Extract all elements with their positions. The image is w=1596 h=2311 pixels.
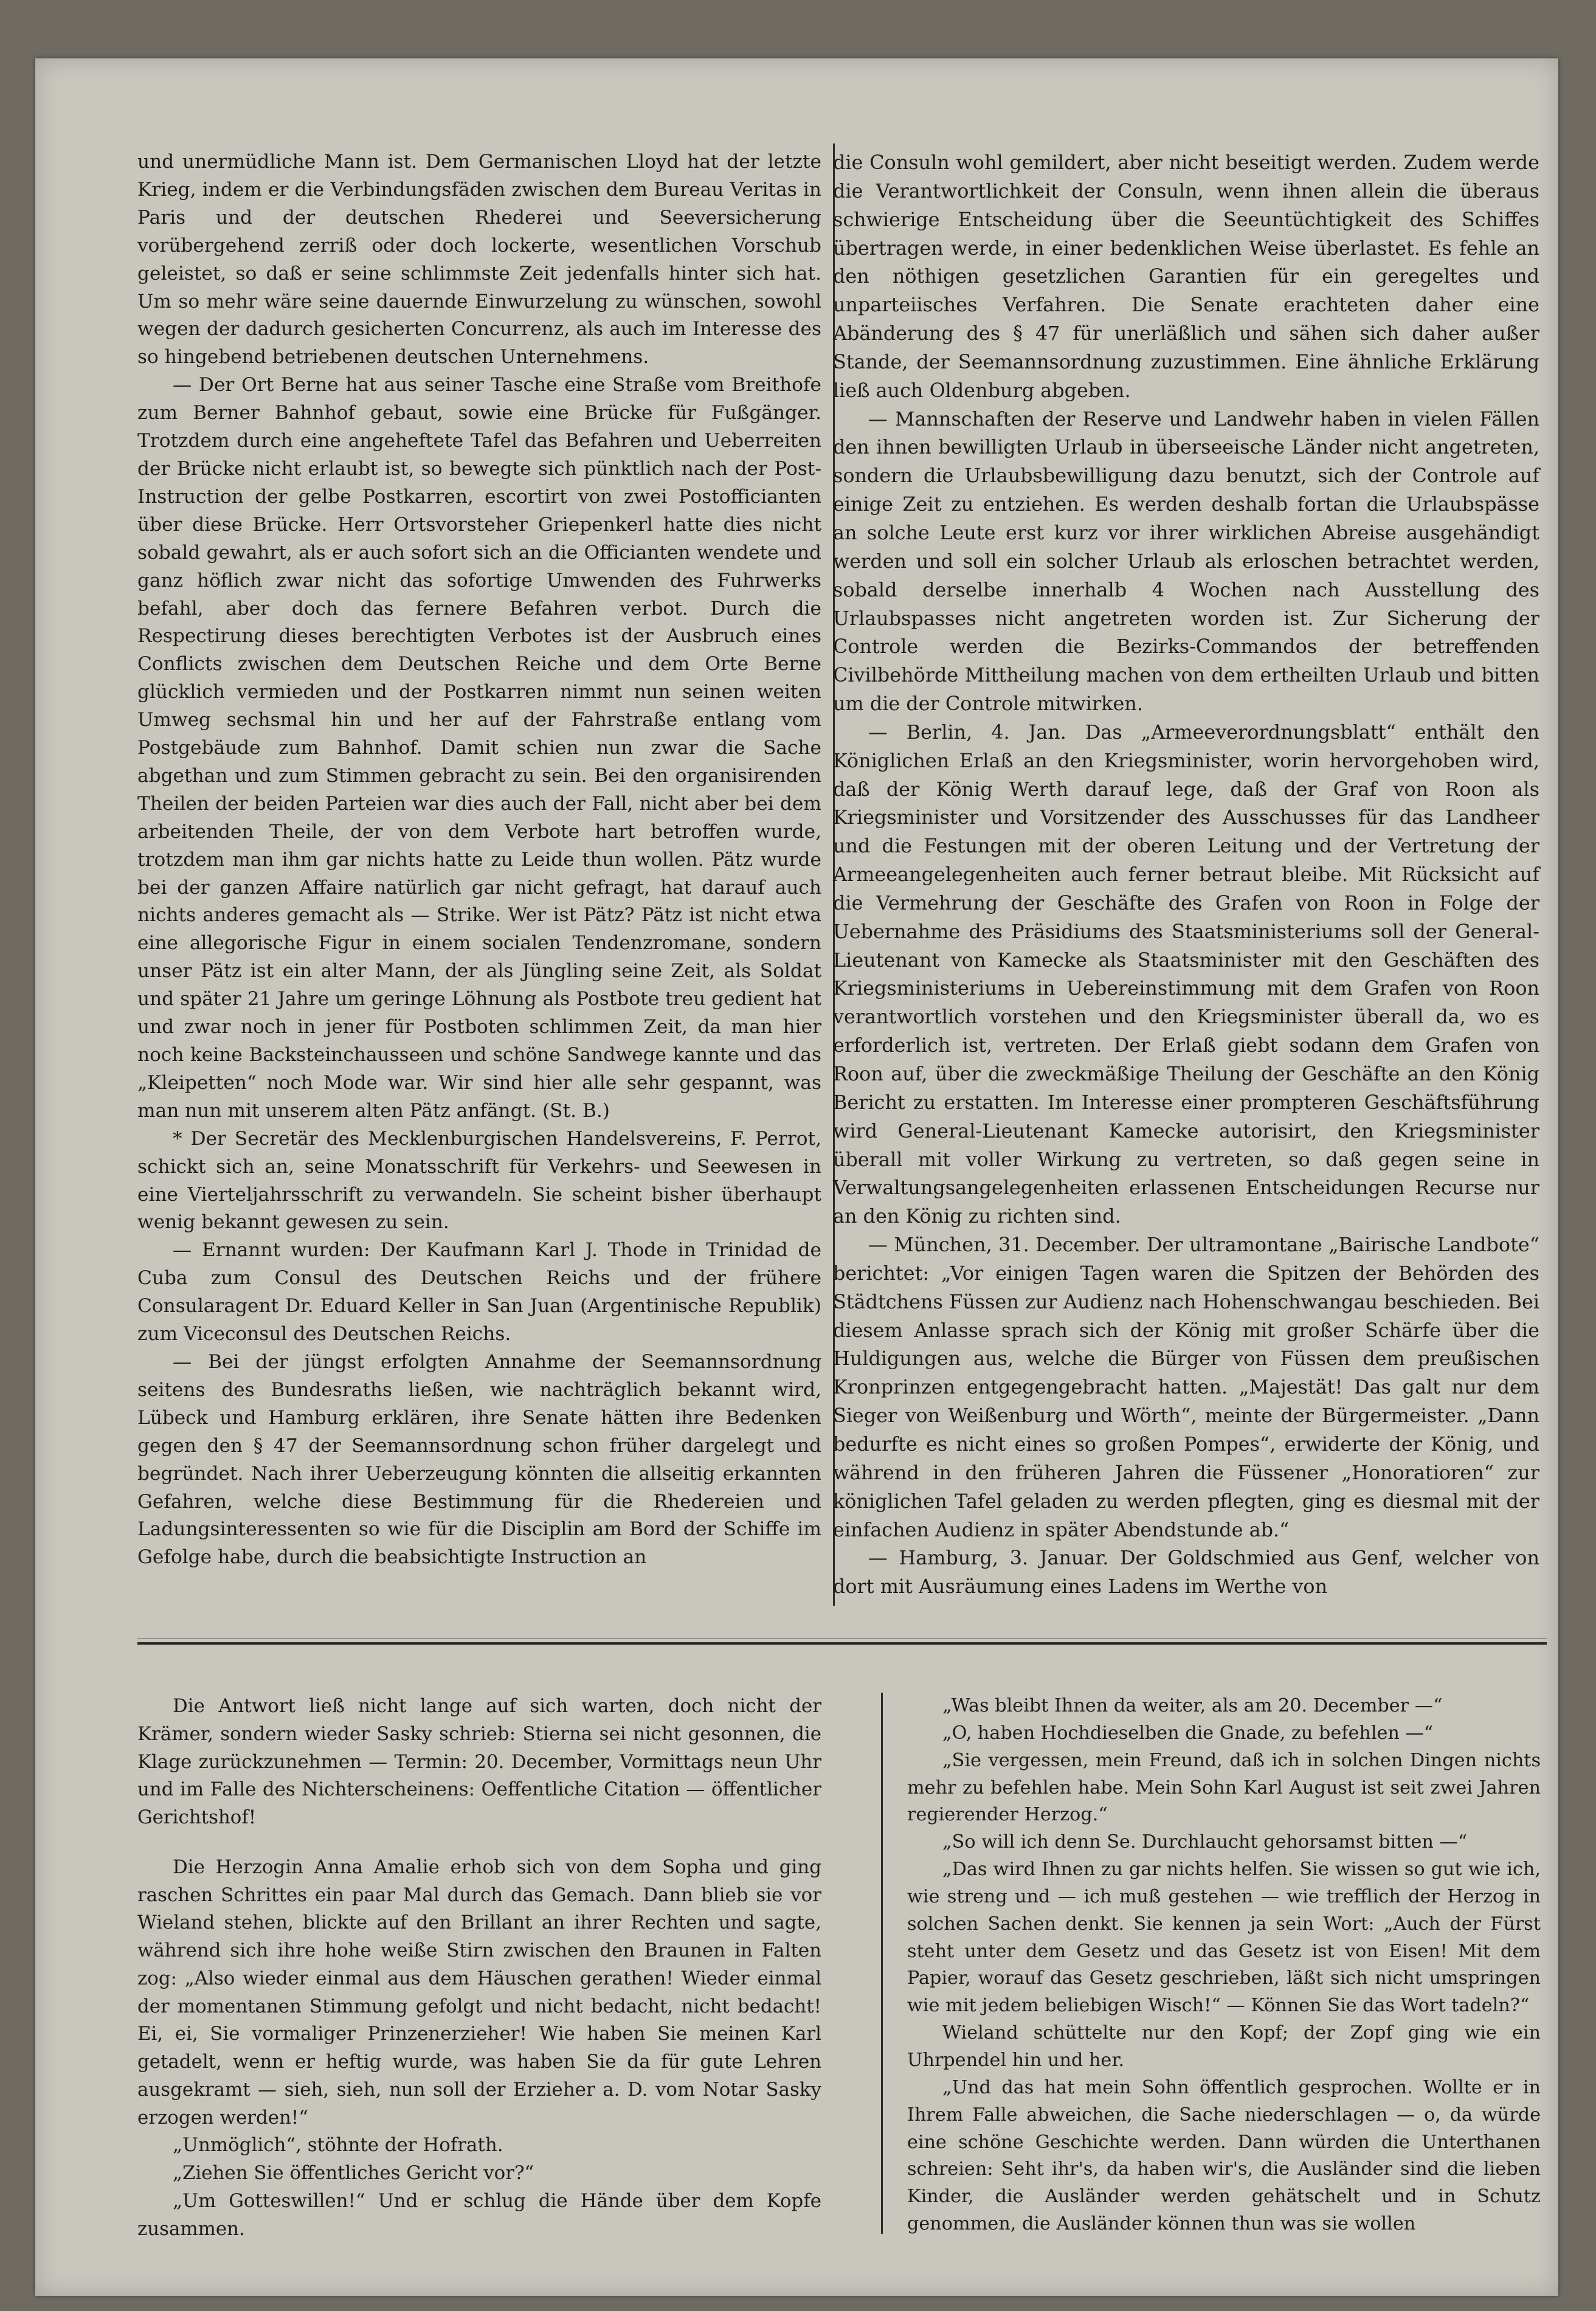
newspaper-page	[35, 58, 1558, 2296]
paragraph: „So will ich denn Se. Durchlaucht gehorsamst bitten —“	[942, 1831, 1468, 1853]
paragraph: „Unmöglich“, stöhnte der Hofrath.	[173, 2134, 503, 2157]
paragraph: Die Antwort ließ nicht lange auf sich warten, doch nicht der Krämer, sondern wieder Sasky schrieb: Stierna sei nicht gesonnen, die Klage zurückzunehmen — Termin: 20. December, Vormittags neun Uhr und im Falle des Nichterscheinens: Oeffentliche Citation — öffentlicher Gerichtshof!	[137, 1695, 821, 1829]
paragraph: „Und das hat mein Sohn öffentlich gesprochen. Wollte er in Ihrem Falle abweichen, die Sache niederschlagen — o, da würde eine schöne Geschichte werden. Dann würden die Unterthanen schreien: Seht ihr's, da haben wir's, die Ausländer sind die lieben Kinder, die Ausländer werden gehätschelt und in Schutz genommen, die Ausländer können thun was sie wollen	[907, 2076, 1541, 2235]
feuilleton-divider	[881, 1693, 883, 2234]
feuilleton-rule	[137, 1642, 1547, 1645]
paragraph: „Sie vergessen, mein Freund, daß ich in solchen Dingen nichts mehr zu befehlen habe. Mein Sohn Karl August ist seit zwei Jahren regierender Herzog.“	[907, 1749, 1541, 1826]
column-1	[137, 148, 821, 1572]
paragraph: Die Herzogin Anna Amalie erhob sich von dem Sopha und ging raschen Schrittes ein paar Mal durch das Gemach. Dann blieb sie vor Wieland stehen, blickte auf den Brillant an ihrer Rechten und sagte, während sich ihre hohe weiße Stirn zwischen den Braunen in Falten zog: „Also wieder einmal aus dem Häuschen gerathen! Wieder einmal der momentanen Stimmung gefolgt und nicht bedacht, nicht bedacht! Ei, ei, Sie vormaliger Prinzenerzieher! Wie haben Sie meinen Karl getadelt, wenn er heftig wurde, was haben Sie da für gute Lehren ausgekramt — sieh, sieh, nun soll der Erzieher a. D. vom Notar Sasky erzogen werden!“	[137, 1856, 821, 2129]
paragraph: „Was bleibt Ihnen da weiter, als am 20. December —“	[942, 1695, 1443, 1716]
paragraph: „Um Gotteswillen!“ Und er schlug die Hände über dem Kopfe zusammen.	[137, 2190, 821, 2240]
paragraph: „Das wird Ihnen zu gar nichts helfen. Sie wissen so gut wie ich, wie streng und — ich muß gestehen — wie trefflich der Herzog in solchen Sachen denkt. Sie kennen ja sein Wort: „Auch der Fürst steht unter dem Gesetz und das Gesetz ist von Eisen! Mit dem Papier, worauf das Gesetz geschrieben, läßt sich nicht umspringen wie mit jedem beliebigen Wisch!“ — Können Sie das Wort tadeln?“	[907, 1859, 1541, 2017]
feuilleton-column-1	[137, 1693, 821, 2244]
paragraph: — Mannschaften der Reserve und Landwehr haben in vielen Fällen den ihnen bewilligten Urlaub in überseeische Länder nicht angetreten, sondern die Urlaubsbewilligung dazu benutzt, sich der Controle auf einige Zeit zu entziehen. Es werden deshalb fortan die Urlaubspässe an solche Leute erst kurz vor ihrer wirklichen Abreise ausgehändigt werden und soll ein solcher Urlaub als erloschen betrachtet werden, sobald derselbe innerhalb 4 Wochen nach Ausstellung des Urlaubspasses nicht angetreten worden ist. Zur Sicherung der Controle werden die Bezirks-Commandos der betreffenden Civilbehörde Mittheilung machen von dem ertheilten Urlaub und bitten um die der Controle mitwirken.	[833, 407, 1539, 716]
paragraph: — Bei der jüngst erfolgten Annahme der Seemannsordnung seitens des Bundesraths ließen, wie nachträglich bekannt wird, Lübeck und Hamburg erklären, ihre Senate hätten ihre Bedenken gegen den § 47 der Seemannsordnung schon früher dargelegt und begründet. Nach ihrer Ueberzeugung könnten die allseitig erkannten Gefahren, welche diese Bestimmung für die Rhedereien und Ladungsinteressenten so wie für die Disciplin am Bord der Schiffe im Gefolge habe, durch die beabsichtigte Instruction an	[137, 1350, 821, 1569]
paragraph: — München, 31. December. Der ultramontane „Bairische Landbote“ berichtet: „Vor einigen Tagen waren die Spitzen der Behörden des Städtchens Füssen zur Audienz nach Hohenschwangau beschieden. Bei diesem Anlasse sprach sich der König mit großer Schärfe über die Huldigungen aus, welche die Bürger von Füssen dem preußischen Kronprinzen entgegengebracht hatten. „Majestät! Das galt nur dem Sieger von Weißenburg und Wörth“, meinte der Bürgermeister. „Dann bedurfte es nicht eines so großen Pompes“, erwiderte der König, und während in den früheren Jahren die Füssener „Honoratioren“ zur königlichen Tafel geladen zu werden pflegten, ging es diesmal mit der einfachen Audienz in später Abendstunde ab.“	[833, 1233, 1539, 1541]
paragraph: — Berlin, 4. Jan. Das „Armeeverordnungsblatt“ enthält den Königlichen Erlaß an den Kriegsminister, worin hervorgehoben wird, daß der König Werth darauf lege, daß der Graf von Roon als Kriegsminister und Vorsitzender des Ausschusses für das Landheer und die Festungen mit der oberen Leitung und der Vertretung der Armeeangelegenheiten auch ferner betraut bleibe. Mit Rücksicht auf die Vermehrung der Geschäfte des Grafen von Roon in Folge der Uebernahme des Präsidiums des Staatsministeriums soll der General-Lieutenant von Kamecke als Staatsminister mit den Geschäften des Kriegsministeriums in Uebereinstimmung mit dem Grafen von Roon verantwortlich vorstehen und den Kriegsminister überall da, wo es erforderlich ist, vertreten. Der Erlaß giebt sodann dem Grafen von Roon auf, über die zweckmäßige Theilung der Geschäfte an den König Bericht zu erstatten. Im Interesse einer prompteren Geschäftsführung wird General-Lieutenant Kamecke autorisirt, den Kriegsminister überall mit voller Wirkung zu vertreten, so daß gegen seine in Verwaltungsangelegenheiten erlassenen Entscheidungen Recurse nur an den König zu richten sind.	[833, 720, 1539, 1228]
paragraph: — Ernannt wurden: Der Kaufmann Karl J. Thode in Trinidad de Cuba zum Consul des Deutschen Reichs und der frühere Consularagent Dr. Eduard Keller in San Juan (Argentinische Republik) zum Viceconsul des Deutschen Reichs.	[137, 1239, 821, 1345]
paragraph: * Der Secretär des Mecklenburgischen Handelsvereins, F. Perrot, schickt sich an, seine Monatsschrift für Verkehrs- und Seewesen in eine Vierteljahrsschrift zu verwandeln. Sie scheint bisher überhaupt wenig bekannt gewesen zu sein.	[137, 1127, 821, 1234]
paragraph: und unermüdliche Mann ist. Dem Germanischen Lloyd hat der letzte Krieg, indem er die Verbindungsfäden zwischen dem Bureau Veritas in Paris und der deutschen Rhederei und Seeversicherung vorübergehend zerriß oder doch lockerte, wesentlichen Vorschub geleistet, so daß er seine schlimmste Zeit jedenfalls hinter sich hat. Um so mehr wäre seine dauernde Einwurzelung zu wünschen, sowohl wegen der dadurch gesicherten Concurrenz, als auch im Interesse des so hingebend betriebenen deutschen Unternehmens.	[137, 151, 821, 368]
paragraph: „O, haben Hochdieselben die Gnade, zu befehlen —“	[942, 1722, 1434, 1744]
paragraph: „Ziehen Sie öffentliches Gericht vor?“	[173, 2162, 534, 2185]
paragraph: — Der Ort Berne hat aus seiner Tasche eine Straße vom Breithofe zum Berner Bahnhof gebaut, sowie eine Brücke für Fußgänger. Trotzdem durch eine angeheftete Tafel das Befahren und Ueberreiten der Brücke nicht erlaubt ist, so bewegte sich pünktlich nach der Post-Instruction der gelbe Postkarren, escortirt von zwei Postofficianten über diese Brücke. Herr Ortsvorsteher Griepenkerl hatte dies nicht sobald gewahrt, als er auch sofort sich an die Officianten wendete und ganz höflich zwar nicht das sofortige Umwenden des Fuhrwerks befahl, aber doch das fernere Befahren verbot. Durch die Respectirung dieses berechtigten Verbotes ist der Ausbruch eines Conflicts zwischen dem Deutschen Reiche und dem Orte Berne glücklich vermieden und der Postkarren nimmt nun seinen weiten Umweg sechsmal hin und her auf der Fahrstraße entlang vom Postgebäude zum Bahnhof. Damit schien nun zwar die Sache abgethan und zum Stimmen gebracht zu sein. Bei den organisirenden Theilen der beiden Parteien war dies auch der Fall, nicht aber bei dem arbeitenden Theile, der von dem Verbote hart betroffen wurde, trotzdem man ihm gar nichts hatte zu Leide thun wollen. Pätz wurde bei der ganzen Affaire natürlich gar nicht gefragt, hat darauf auch nichts anderes gemacht als — Strike. Wer ist Pätz? Pätz ist nicht etwa eine allegorische Figur in einem socialen Tendenzromane, sondern unser Pätz ist ein alter Mann, der als Jüngling seine Zeit, als Soldat und später 21 Jahre um geringe Löhnung als Postbote treu gedient hat und zwar noch in jener für Postboten schlimmen Zeit, da man hier noch keine Backsteinchausseen und schöne Sandwege kannte und das „Kleipetten“ noch Mode war. Wir sind hier alle sehr gespannt, was man nun mit unserem alten Pätz anfängt. (St. B.)	[137, 374, 821, 1122]
paragraph: die Consuln wohl gemildert, aber nicht beseitigt werden. Zudem werde die Verantwortlichkeit der Consuln, wenn ihnen allein die überaus schwierige Entscheidung über die Seeuntüchtigkeit des Schiffes übertragen werde, in einer bedenklichen Weise überlastet. Es fehle an den nöthigen gesetzlichen Garantien für ein geregeltes und unparteiisches Verfahren. Die Senate erachteten daher eine Abänderung des § 47 für unerläßlich und sähen sich daher außer Stande, der Seemannsordnung zuzustimmen. Eine ähnliche Erklärung ließ auch Oldenburg abgeben.	[833, 151, 1539, 402]
paragraph: Wieland schüttelte nur den Kopf; der Zopf ging wie ein Uhrpendel hin und her.	[907, 2022, 1541, 2071]
feuilleton-column-2	[907, 1693, 1541, 2238]
paragraph: — Hamburg, 3. Januar. Der Goldschmied aus Genf, welcher von dort mit Ausräumung eines Ladens im Werthe von	[833, 1546, 1539, 1598]
column-2	[833, 148, 1539, 1601]
